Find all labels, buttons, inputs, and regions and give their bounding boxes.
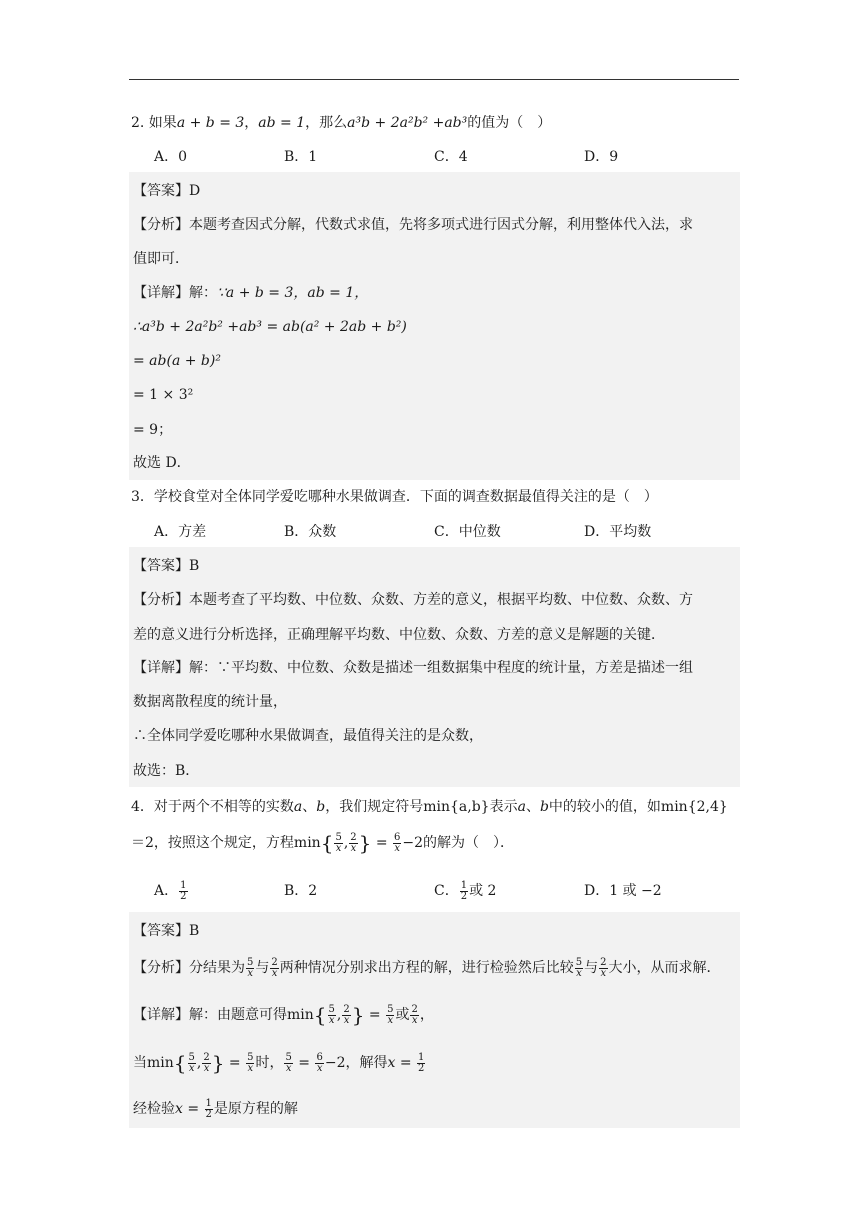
q3-stem: 3．学校食堂对全体同学爱吃哪种水果做调查．下面的调查数据最值得关注的是（ ） [131, 489, 658, 505]
q2-stem: 2. 如果a + b = 3，ab = 1，那么a³b + 2a²b² +ab³的值为（ ） [131, 115, 552, 131]
q2-step1: ∴a³b + 2a²b² +ab³ = ab(a² + 2ab + b²) [133, 319, 407, 335]
header-rule [129, 79, 739, 80]
q4-stem-line1: 4．对于两个不相等的实数a、b，我们规定符号min{a,b}表示a、b中的较小的值，如min{2,4} [131, 799, 728, 815]
q4-option-b: B．2 [284, 883, 318, 899]
q2-solution-block [129, 172, 740, 480]
q4-option-c: C． $\frac{1}{2}$ 或 2 [434, 879, 497, 902]
q3-conclusion: 故选：B． [133, 763, 200, 779]
q3-analysis-line2: 差的意义进行分析选择，正确理解平均数、中位数、众数、方差的意义是解题的关键． [133, 627, 665, 643]
q4-option-a: A． $\frac{1}{2}$ [154, 879, 187, 902]
q4-solution-block [129, 912, 740, 1128]
q2-option-a: A．0 [154, 149, 188, 165]
q2-analysis-line1: 【分析】本题考查因式分解，代数式求值，先将多项式进行因式分解，利用整体代入法，求 [133, 217, 693, 233]
q3-analysis-line1: 【分析】本题考查了平均数、中位数、众数、方差的意义，根据平均数、中位数、众数、方 [133, 592, 693, 608]
q2-answer: 【答案】D [133, 183, 201, 199]
q4-case: 当min{ $\frac{5}{x}$ , $\frac{2}{x}$ } = $\frac{5}{x}$ 时， $\frac{5}{x}$ = $\frac{6}{x}$ −2，解得x = $\frac{1}{2}$ [133, 1051, 425, 1075]
q3-detail-line1: 【详解】解：∵平均数、中位数、众数是描述一组数据集中程度的统计量，方差是描述一组 [133, 660, 693, 676]
q4-detail: 【详解】解：由题意可得min{ $\frac{5}{x}$ , $\frac{2}{x}$ } = $\frac{5}{x}$ 或 $\frac{2}{x}$ ， [133, 1003, 434, 1027]
q3-solution-block [129, 547, 740, 787]
q4-check: 经检验x = $\frac{1}{2}$ 是原方程的解 [133, 1097, 298, 1120]
q2-option-d: D．9 [584, 149, 619, 165]
q2-step3: = 1 × 3² [133, 387, 194, 403]
q4-stem-line2: ＝2，按照这个规定，方程min{ $\frac{5}{x}$ , $\frac{2}{x}$ } = $\frac{6}{x}$ −2的解为（ ）． [131, 831, 515, 855]
q2-option-b: B．1 [284, 149, 318, 165]
q4-options [131, 880, 741, 906]
q4-answer: 【答案】B [133, 923, 200, 939]
q3-option-a: A．方差 [154, 524, 207, 540]
q2-conclusion: 故选 D． [133, 455, 191, 471]
q3-detail-line3: ∴全体同学爱吃哪种水果做调查，最值得关注的是众数， [133, 728, 483, 744]
q3-option-c: C．中位数 [434, 524, 501, 540]
q3-detail-line2: 数据离散程度的统计量， [133, 694, 287, 710]
q2-option-c: C．4 [434, 149, 468, 165]
q3-options [131, 521, 741, 543]
q2-detail-line1: 【详解】解：∵a + b = 3，ab = 1， [133, 285, 369, 301]
q3-option-b: B．众数 [284, 524, 337, 540]
q4-analysis: 【分析】分结果为 $\frac{5}{x}$ 与 $\frac{2}{x}$ 两种情况分别求出方程的解，进行检验然后比较 $\frac{5}{x}$ 与 $\frac{2}{x}$ 大小，从而求解． [133, 956, 721, 979]
q3-answer: 【答案】B [133, 558, 200, 574]
q2-step4: = 9； [133, 422, 173, 438]
q2-options [131, 146, 741, 168]
q2-analysis-line2: 值即可． [133, 251, 189, 267]
q3-option-d: D．平均数 [584, 524, 652, 540]
q4-option-d: D．1 或 −2 [584, 883, 662, 899]
q2-step2: = ab(a + b)² [133, 353, 221, 369]
